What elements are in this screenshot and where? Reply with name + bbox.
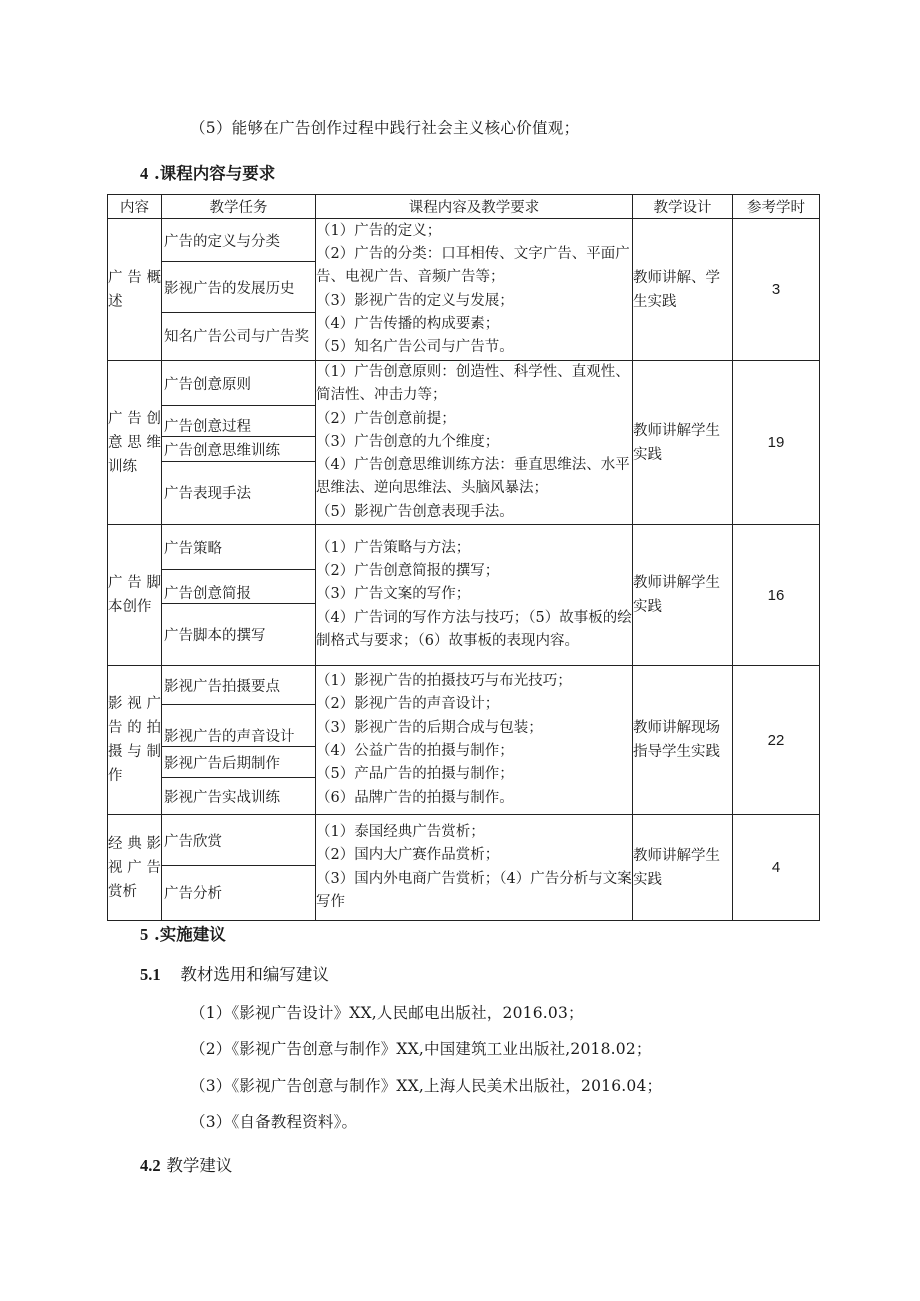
book-item: （1）《影视广告设计》XX,人民邮电出版社，2016.03； (190, 1004, 584, 1022)
row-content: 影视广告的拍摄与制作 (108, 666, 162, 815)
row-hours: 3 (733, 219, 820, 361)
row-design: 教师讲解学生实践 (633, 815, 733, 921)
task-item: 广告创意简报 (162, 570, 315, 604)
requirement-item: （2）广告创意前提； (316, 410, 456, 427)
row-requirements (316, 666, 633, 815)
row-design: 教师讲解、学生实践 (633, 219, 733, 361)
row-tasks (162, 525, 316, 666)
course-content-table (107, 194, 820, 921)
section-4-2-number: 4.2 (140, 1156, 161, 1175)
section-5-heading (140, 921, 226, 945)
section-4-2-heading (140, 1152, 232, 1176)
requirement-item: （2）国内大广赛作品赏析； (316, 847, 500, 864)
task-item: 广告创意思维训练 (162, 437, 315, 462)
requirement-item: （4）公益广告的拍摄与制作； (316, 743, 514, 760)
header-task: 教学任务 (162, 195, 316, 219)
row-hours: 22 (733, 666, 820, 815)
requirement-item: （1）泰国经典广告赏析； (316, 823, 485, 840)
row-hours: 19 (733, 361, 820, 525)
requirement-item: （1）广告创意原则：创造性、科学性、直观性、简洁性、冲击力等； (316, 364, 630, 404)
section-5-title: .实施建议 (154, 925, 226, 944)
row-requirements (316, 525, 633, 666)
section-4-title: .课程内容与要求 (154, 164, 276, 183)
task-item: 广告分析 (164, 886, 222, 903)
table-row (108, 219, 820, 361)
requirement-item: （4）广告词的写作方法与技巧；（5）故事板的绘制格式与要求；（6）故事板的表现内容。 (316, 609, 632, 650)
task-item: 影视广告的发展历史 (162, 262, 315, 313)
task-item: 广告策略 (162, 525, 315, 570)
requirement-item: （3）广告文案的写作； (316, 586, 471, 603)
task-item: 广告创意原则 (162, 361, 315, 406)
section-5-1-title: 教材选用和编写建议 (180, 965, 329, 984)
header-hours: 参考学时 (733, 195, 820, 219)
requirement-item: （2）广告的分类：口耳相传、文字广告、平面广告、电视广告、音频广告等； (316, 245, 630, 286)
row-requirements (316, 815, 633, 921)
task-item: 知名广告公司与广告奖 (164, 328, 309, 345)
row-tasks (162, 815, 316, 921)
requirement-item: （6）品牌广告的拍摄与制作。 (316, 789, 514, 806)
section-5-number: 5 (140, 925, 149, 944)
task-item: 影视广告实战训练 (164, 789, 280, 806)
row-requirements (316, 361, 633, 525)
section-4-heading (140, 160, 275, 184)
row-content: 广告脚本创作 (108, 525, 162, 666)
section-5-1-heading (140, 961, 329, 985)
row-tasks (162, 219, 316, 361)
requirement-item: （4）广告创意思维训练方法：垂直思维法、水平思维法、逆向思维法、头脑风暴法； (316, 457, 630, 497)
section-4-number: 4 (140, 164, 149, 183)
header-requirements: 课程内容及教学要求 (316, 195, 633, 219)
task-item: 广告创意过程 (162, 406, 315, 437)
requirement-item: （5）知名广告公司与广告节。 (316, 339, 514, 356)
requirement-item: （1）广告的定义； (316, 222, 442, 239)
header-design: 教学设计 (633, 195, 733, 219)
row-hours: 16 (733, 525, 820, 666)
requirement-item: （2）广告创意简报的撰写； (316, 563, 500, 580)
requirement-item: （1）影视广告的拍摄技巧与布光技巧； (316, 673, 572, 690)
task-item: 影视广告的声音设计 (162, 705, 315, 747)
table-row (108, 525, 820, 666)
row-design: 教师讲解现场指导学生实践 (633, 666, 733, 815)
section-4-2-title: 教学建议 (166, 1156, 233, 1175)
row-tasks (162, 361, 316, 525)
requirement-item: （2）影视广告的声音设计； (316, 696, 500, 713)
task-item: 广告脚本的撰写 (164, 628, 266, 645)
row-content: 广告创意思维训练 (108, 361, 162, 525)
row-design: 教师讲解学生实践 (633, 525, 733, 666)
requirement-item: （1）广告策略与方法； (316, 539, 471, 556)
requirement-item: （4）广告传播的构成要素； (316, 315, 500, 332)
book-item: （3）《影视广告创意与制作》XX,上海人民美术出版社，2016.04； (190, 1077, 663, 1095)
requirement-item: （3）影视广告的后期合成与包装； (316, 719, 543, 736)
requirement-item: （5）影视广告创意表现手法。 (316, 503, 514, 520)
task-item: 广告欣赏 (162, 815, 315, 866)
section-5-1-number: 5.1 (140, 965, 161, 984)
requirement-item: （3）广告创意的九个维度； (316, 433, 500, 450)
book-item: （3）《自备教程资料》。 (190, 1113, 358, 1131)
row-content: 广告概述 (108, 219, 162, 361)
table-row (108, 361, 820, 525)
book-item: （2）《影视广告创意与制作》XX,中国建筑工业出版社,2018.02； (190, 1040, 652, 1058)
row-design: 教师讲解学生实践 (633, 361, 733, 525)
table-header-row (108, 195, 820, 219)
intro-line: （5）能够在广告创作过程中践行社会主义核心价值观； (190, 119, 580, 137)
row-requirements (316, 219, 633, 361)
row-tasks (162, 666, 316, 815)
row-content: 经典影视广告赏析 (108, 815, 162, 921)
task-item: 影视广告后期制作 (162, 747, 315, 778)
row-hours: 4 (733, 815, 820, 921)
requirement-item: （3）影视广告的定义与发展； (316, 292, 514, 309)
task-item: 影视广告拍摄要点 (162, 666, 315, 705)
requirement-item: （5）产品广告的拍摄与制作； (316, 766, 514, 783)
header-content: 内容 (108, 195, 162, 219)
table-row (108, 666, 820, 815)
task-item: 广告的定义与分类 (162, 219, 315, 262)
requirement-item: （3）国内外电商广告赏析；（4）广告分析与文案写作 (316, 870, 632, 910)
task-item: 广告表现手法 (164, 485, 251, 502)
table-row (108, 815, 820, 921)
